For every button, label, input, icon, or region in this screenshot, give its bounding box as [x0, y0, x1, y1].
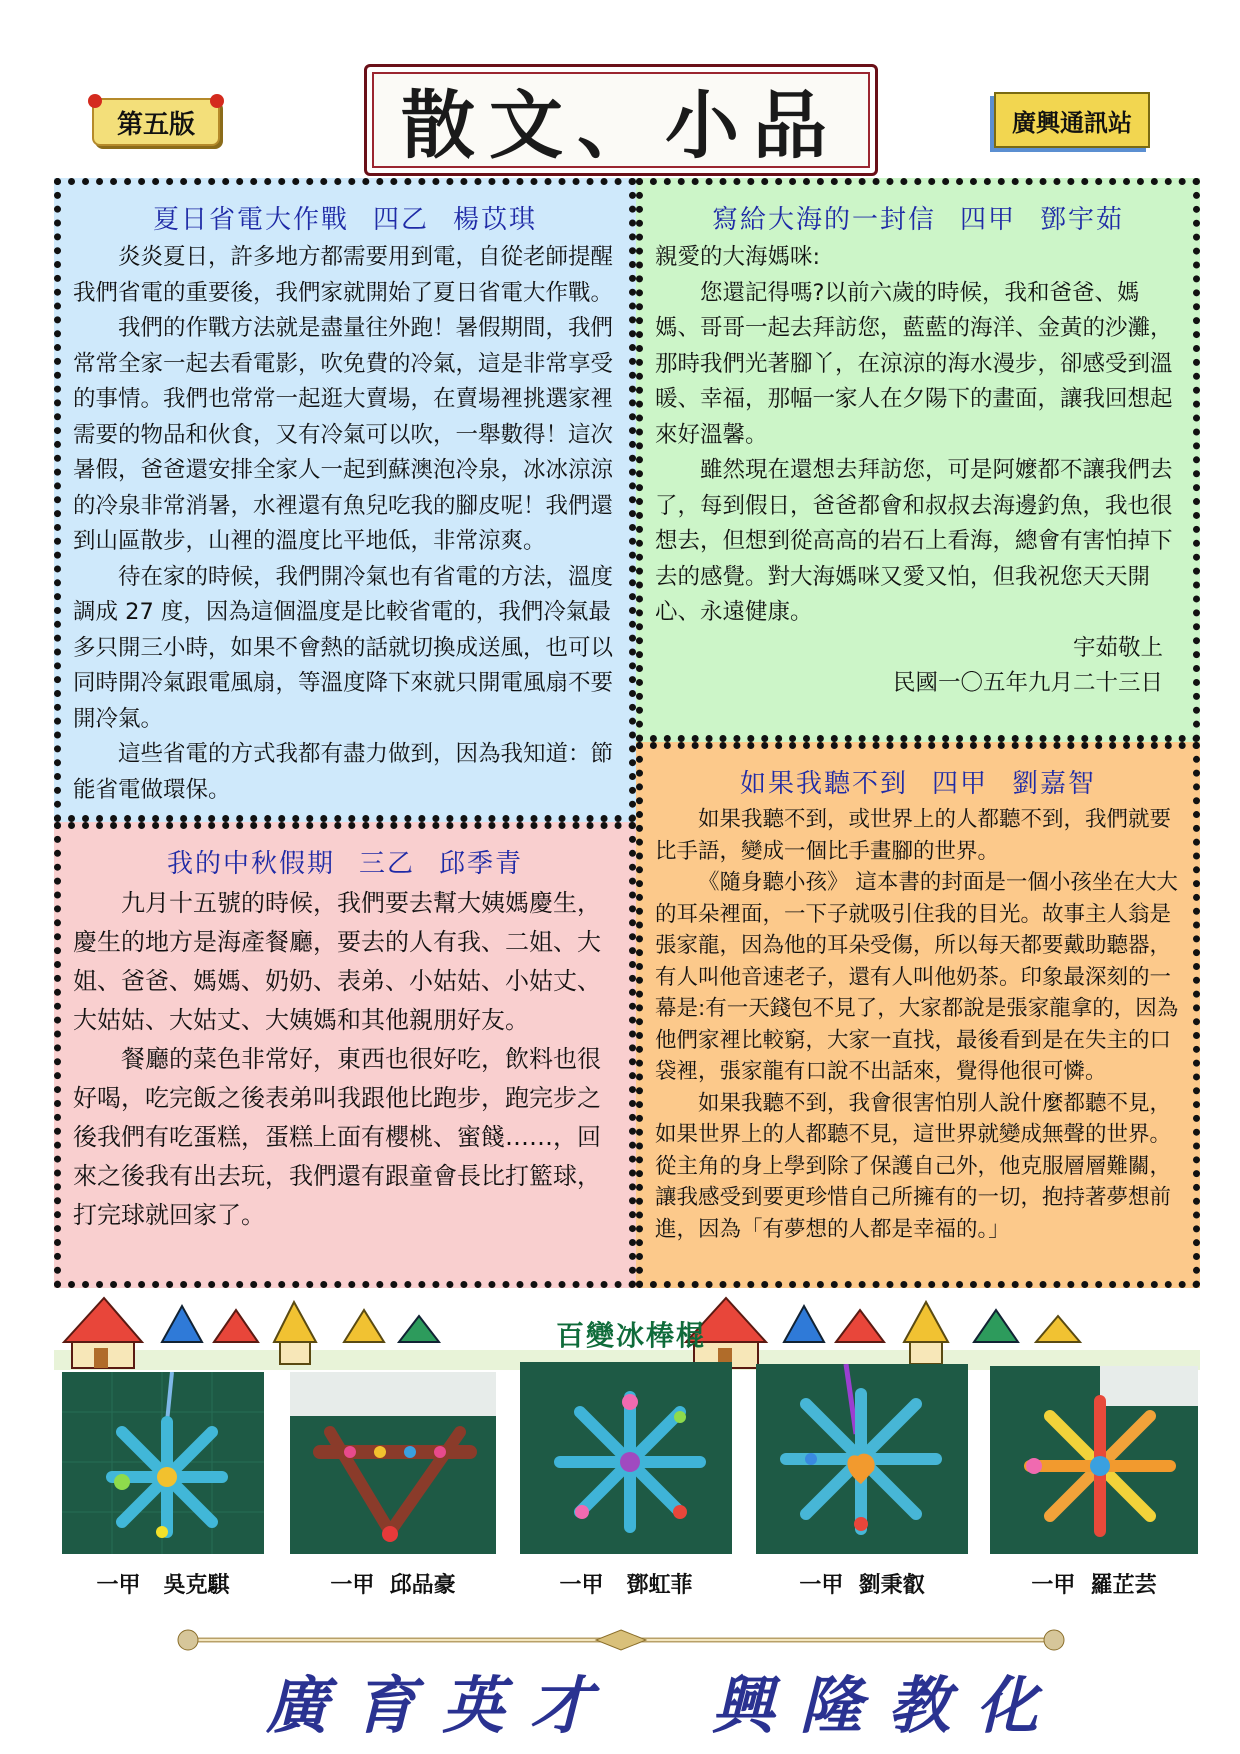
article-letter-to-sea — [636, 178, 1200, 742]
article-paragraph: 您還記得嗎?以前六歲的時候，我和爸爸、媽媽、哥哥一起去拜訪您，藍藍的海洋、金黃的沙灘，那時我們光著腳丫，在涼涼的海水漫步，卻感受到溫暖、幸福，那幅一家人在夕陽下的畫面，讓我回想起來好溫馨。 — [655, 279, 1173, 448]
caption-name: 邱品豪 — [389, 1572, 456, 1598]
page-title: 散文、小品 — [401, 83, 841, 169]
article-paragraph: 我們的作戰方法就是盡量往外跑！暑假期間，我們常常全家一起去看電影，吹免費的冷氣，這是非常享受的事情。我們也常常一起逛大賣場，在賣場裡挑選家裡需要的物品和伙食，又有冷氣可以吹，一舉數得！這次暑假，爸爸還安排全家人一起到蘇澳泡冷泉，冰冰涼涼的冷泉非常消暑，水裡還有魚兒吃我的腳皮呢！我們還到山區散步，山裡的溫度比平地低，非常涼爽。 — [73, 315, 614, 554]
caption-name: 羅芷芸 — [1090, 1572, 1157, 1598]
craft-caption-2 — [290, 1568, 496, 1599]
caption-name: 吳克騏 — [163, 1572, 230, 1598]
article-author: 邱季青 — [439, 849, 524, 879]
article-heading — [73, 199, 617, 236]
article-title: 寫給大海的一封信 — [711, 205, 936, 235]
craft-caption-4 — [756, 1568, 968, 1599]
craft-caption-5 — [990, 1568, 1198, 1599]
caption-name: 劉秉叡 — [858, 1572, 925, 1598]
article-heading — [655, 199, 1181, 236]
article-paragraph: 如果我聽不到，或世界上的人都聽不到，我們就要比手語，變成一個比手畫腳的世界。 — [655, 807, 1172, 864]
article-author: 楊苡琪 — [453, 205, 538, 235]
craft-photo-1 — [62, 1372, 264, 1554]
article-class: 三乙 — [358, 849, 415, 879]
edition-label: 第五版 — [116, 109, 195, 140]
article-paragraph: 《隨身聽小孩》 這本書的封面是一個小孩坐在大大的耳朵裡面，一下子就吸引住我的目光。故事主人翁是張家龍，因為他的耳朵受傷，所以每天都要戴助聽器，有人叫他音速老子，還有人叫他奶茶。印象最深刻的一幕是:有一天錢包不見了，大家都說是張家龍拿的，因為他們家裡比較窮，大家一直找，最後看到是在失主的口袋裡，張家龍有口說不出話來，覺得他很可憐。 — [655, 870, 1179, 1084]
letter-salutation: 親愛的大海媽咪: — [655, 244, 821, 270]
craft-photo-2 — [290, 1372, 496, 1554]
article-heading — [655, 763, 1181, 800]
edition-badge — [92, 98, 220, 146]
article-title: 如果我聽不到 — [739, 769, 908, 799]
craft-caption-1 — [62, 1568, 264, 1599]
caption-class: 一甲 — [799, 1572, 844, 1598]
popsicle-flower-craft-image — [520, 1362, 732, 1554]
craft-photo-5 — [990, 1366, 1198, 1554]
article-title: 我的中秋假期 — [166, 849, 335, 879]
popsicle-triangle-craft-image — [290, 1372, 496, 1554]
motto-left: 廣育英才 — [266, 1669, 619, 1742]
letter-signature: 宇茹敬上 — [1072, 634, 1163, 661]
page-title-banner — [364, 64, 878, 176]
article-class: 四甲 — [931, 769, 988, 799]
article-paragraph: 餐廳的菜色非常好，東西也很好吃，飲料也很好喝，吃完飯之後表弟叫我跟他比跑步，跑完步之後我們有吃蛋糕，蛋糕上面有櫻桃、蜜餞……，回來之後我有出去玩，我們還有跟童會長比打籃球，打完球就回家了。 — [73, 1045, 601, 1229]
popsicle-rainbow-star-craft-image — [990, 1366, 1198, 1554]
craft-section-title: 百變冰棒棍 — [555, 1319, 706, 1352]
caption-class: 一甲 — [1031, 1572, 1076, 1598]
caption-name: 鄧虹菲 — [626, 1572, 693, 1598]
school-motto — [0, 1648, 1240, 1742]
article-class: 四甲 — [959, 205, 1016, 235]
article-paragraph: 炎炎夏日，許多地方都需要用到電，自從老師提醒我們省電的重要後，我們家就開始了夏日省電大作戰。 — [73, 244, 614, 306]
craft-caption-3 — [520, 1568, 732, 1599]
article-mid-autumn-holiday — [54, 822, 636, 1288]
article-summer-energy — [54, 178, 636, 822]
article-heading — [73, 843, 617, 880]
article-paragraph: 這些省電的方式我都有盡力做到，因為我知道：節能省電做環保。 — [73, 741, 614, 803]
popsicle-star-craft-image — [62, 1372, 264, 1554]
caption-class: 一甲 — [96, 1572, 141, 1598]
letter-date: 民國一〇五年九月二十三日 — [892, 670, 1163, 696]
article-class: 四乙 — [372, 205, 429, 235]
article-author: 鄧宇茹 — [1040, 205, 1125, 235]
caption-class: 一甲 — [330, 1572, 375, 1598]
motto-right: 興隆教化 — [712, 1669, 1065, 1742]
popsicle-heart-star-craft-image — [756, 1364, 968, 1554]
article-paragraph: 待在家的時候，我們開冷氣也有省電的方法，溫度調成 27 度，因為這個溫度是比較省電的，我們冷氣最多只開三小時，如果不會熱的話就切換成送風，也可以同時開冷氣跟電風扇，等溫度降下來就只開電風扇不要開冷氣。 — [73, 563, 614, 732]
craft-photo-3 — [520, 1362, 732, 1554]
article-title: 夏日省電大作戰 — [152, 205, 349, 235]
caption-class: 一甲 — [559, 1572, 604, 1598]
newsletter-name-badge — [994, 92, 1150, 148]
article-if-i-cannot-hear — [636, 742, 1200, 1288]
craft-photo-4 — [756, 1364, 968, 1554]
newsletter-name: 廣興通訊站 — [1012, 107, 1132, 137]
article-paragraph: 如果我聽不到，我會很害怕別人說什麼都聽不見，如果世界上的人都聽不見，這世界就變成無聲的世界。從主角的身上學到除了保護自己外，他克服層層難關，讓我感受到要更珍惜自己所擁有的一切，抱持著夢想前進，因為「有夢想的人都是幸福的。」 — [655, 1090, 1172, 1242]
article-paragraph: 九月十五號的時候，我們要去幫大姨媽慶生，慶生的地方是海產餐廳，要去的人有我、二姐、大姐、爸爸、媽媽、奶奶、表弟、小姑姑、小姑丈、大姑姑、大姑丈、大姨媽和其他親朋好友。 — [73, 889, 601, 1034]
article-author: 劉嘉智 — [1012, 769, 1097, 799]
article-paragraph: 雖然現在還想去拜訪您，可是阿嬤都不讓我們去了，每到假日，爸爸都會和叔叔去海邊釣魚，我也很想去，但想到從高高的岩石上看海，總會有害怕掉下去的感覺。對大海媽咪又愛又怕，但我祝您天天開心、永遠健康。 — [655, 457, 1173, 625]
